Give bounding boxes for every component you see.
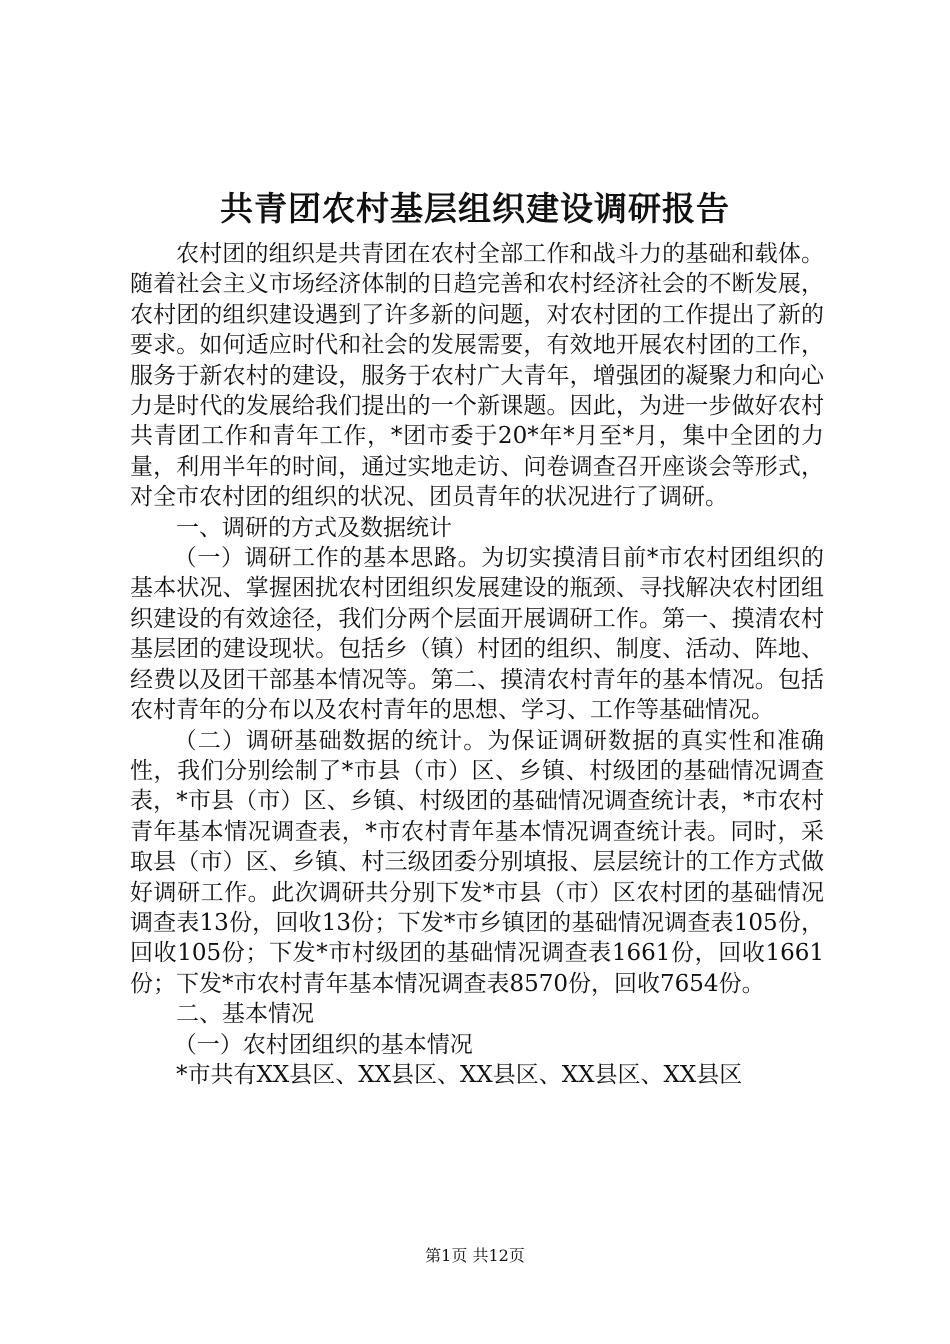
intro-paragraph: 农村团的组织是共青团在农村全部工作和战斗力的基础和载体。随着社会主义市场经济体制的日趋完善和农村经济社会的不断发展，农村团的组织建设遇到了许多新的问题，对农村团的工作提出了新的要求。如何适应时代和社会的发展需要，有效地开展农村团的工作，服务于新农村的建设，服务于农村广大青年，增强团的凝聚力和向心力是时代的发展给我们提出的一个新课题。因此，为进一步做好农村共青团工作和青年工作，*团市委于20*年*月至*月，集中全团的力量，利用半年的时间，通过实地走访、问卷调查召开座谈会等形式，对全市农村团的组织的状况、团员青年的状况进行了调研。 xyxy=(130,241,824,511)
section-heading-1: 一、调研的方式及数据统计 xyxy=(176,514,452,541)
subsection-paragraph-1: （一）调研工作的基本思路。为切实摸清目前*市农村团组织的基本状况、掌握困扰农村团组织发展建设的瓶颈、寻找解决农村团组织建设的有效途径，我们分两个层面开展调研工作。第一、摸清农村基层团的建设现状。包括乡（镇）村团的组织、制度、活动、阵地、经费以及团干部基本情况等。第二、摸清农村青年的基本情况。包括农村青年的分布以及农村青年的思想、学习、工作等基础情况。 xyxy=(130,545,824,724)
section-heading-2: 二、基本情况 xyxy=(176,1001,314,1028)
body-paragraph-partial: *市共有XX县区、XX县区、XX县区、XX县区、XX县区 xyxy=(176,1061,743,1088)
document-title: 共青团农村基层组织建设调研报告 xyxy=(220,189,730,228)
subsection-heading-2-1: （一）农村团组织的基本情况 xyxy=(173,1031,473,1058)
document-body xyxy=(130,239,824,1090)
page-footer: 第1页 共12页 xyxy=(425,1246,525,1265)
subsection-paragraph-2: （二）调研基础数据的统计。为保证调研数据的真实性和准确性，我们分别绘制了*市县（市）区、乡镇、村级团的基础情况调查表，*市县（市）区、乡镇、村级团的基础情况调查统计表，*市农村青年基本情况调查表，*市农村青年基本情况调查统计表。同时，采取县（市）区、乡镇、村三级团委分别填报、层层统计的工作方式做好调研工作。此次调研共分别下发*市县（市）区农村团的基础情况调查表13份，回收13份；下发*市乡镇团的基础情况调查表105份，回收105份；下发*市村级团的基础情况调查表1661份，回收1661份；下发*市农村青年基本情况调查表8570份，回收7654份。 xyxy=(130,727,824,997)
